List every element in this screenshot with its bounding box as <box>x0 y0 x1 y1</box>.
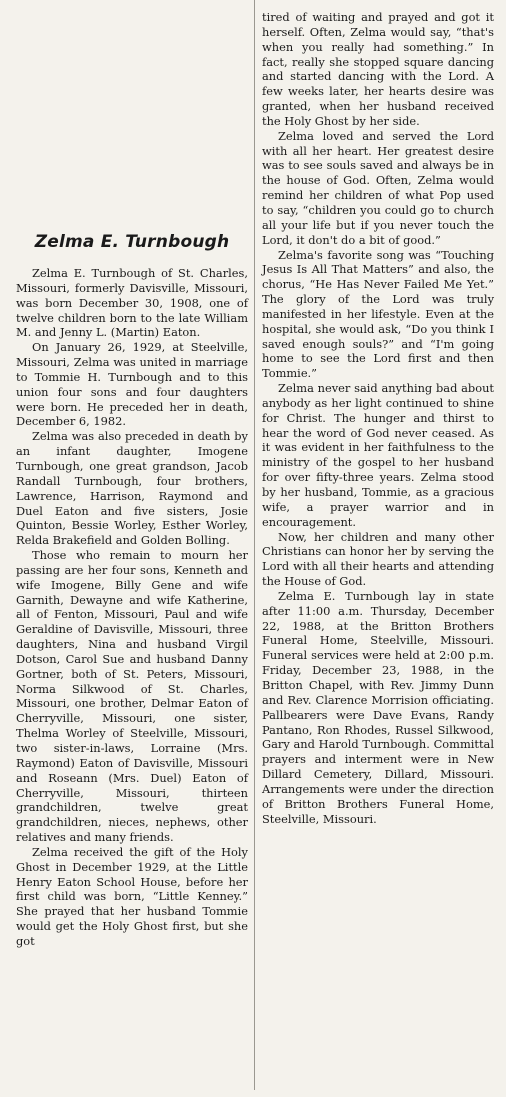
paragraph: On January 26, 1929, at Steelville, Missouri, Zelma was united in marriage to Tommie H. Turnbough and to this union four sons and four daughters were born. He preceded her in death, December 6, 1982. <box>16 340 248 429</box>
paragraph: Zelma loved and served the Lord with all her heart. Her greatest desire was to see souls saved and always be in the house of God. Often, Zelma would remind her children of what Pop used to say, “children you could go to church all your life but if you never touch the Lord, it don't do a bit of good.” <box>262 128 494 247</box>
left-column-text <box>16 266 248 949</box>
paragraph: Those who remain to mourn her passing are her four sons, Kenneth and wife Imogene, Billy Gene and wife Garnith, Dewayne and wife Katherine, all of Fenton, Missouri, Paul and wife Geraldine of Davisville, Missouri, three daughters, Nina and husband Virgil Dotson, Carol Sue and husband Danny Gortner, both of St. Peters, Missouri, Norma Silkwood of St. Charles, Missouri, one brother, Delmar Eaton of Cherryville, Missouri, one sister, Thelma Worley of Steelville, Missouri, two sister-in-laws, Lorraine (Mrs. Raymond) Eaton of Davisville, Missouri and Roseann (Mrs. Duel) Eaton of Cherryville, Missouri, thirteen grandchildren, twelve great grandchildren, nieces, nephews, other relatives and many friends. <box>16 548 248 845</box>
paragraph: Zelma's favorite song was “Touching Jesus Is All That Matters” and also, the chorus, “He Has Never Failed Me Yet.” The glory of the Lord was truly manifested in her lifestyle. Even at the hospital, she would ask, “Do you think I saved enough souls?” and “I'm going home to see the Lord first and then Tommie.” <box>262 247 494 381</box>
paragraph: Zelma received the gift of the Holy Ghost in December 1929, at the Little Henry Eaton School House, before her first child was born, “Little Kenney.” She prayed that her husband Tommie would get the Holy Ghost first, but she got <box>16 844 248 948</box>
paragraph: Zelma was also preceded in death by an infant daughter, Imogene Turnbough, one great grandson, Jacob Randall Turnbough, four brothers, Lawrence, Harrison, Raymond and Duel Eaton and five sisters, Josie Quinton, Bessie Worley, Esther Worley, Relda Brakefield and Golden Bolling. <box>16 429 248 548</box>
paragraph: Zelma E. Turnbough of St. Charles, Missouri, formerly Davisville, Missouri, was born December 30, 1908, one of twelve children born to the late William M. and Jenny L. (Martin) Eaton. <box>16 266 248 340</box>
column-divider <box>254 0 255 1090</box>
obituary-title: Zelma E. Turnbough <box>34 232 230 252</box>
paragraph: Zelma never said anything bad about anybody as her light continued to shine for Christ. The hunger and thirst to hear the word of God never ceased. As it was evident in her faithfulness to the ministry of the gospel to her husband for over fifty-three years. Zelma stood by her husband, Tommie, as a gracious wife, a prayer warrior and in encouragement. <box>262 381 494 529</box>
paragraph: Zelma E. Turnbough lay in state after 11:00 a.m. Thursday, December 22, 1988, at the Britton Brothers Funeral Home, Steelville, Missouri. Funeral services were held at 2:00 p.m. Friday, December 23, 1988, in the Britton Chapel, with Rev. Jimmy Dunn and Rev. Clarence Morrision officiating. Pallbearers were Dave Evans, Randy Pantano, Ron Rhodes, Russel Silkwood, Gary and Harold Turnbough. Committal prayers and interment were in New Dillard Cemetery, Dillard, Missouri. Arrangements were under the direction of Britton Brothers Funeral Home, Steelville, Missouri. <box>262 588 494 826</box>
right-column-text <box>262 10 494 826</box>
paragraph: tired of waiting and prayed and got it herself. Often, Zelma would say, “that's when you really had something.” In fact, really she stopped square dancing and started dancing with the Lord. A few weeks later, her hearts desire was granted, when her husband received the Holy Ghost by her side. <box>262 10 494 128</box>
paragraph: Now, her children and many other Christians can honor her by serving the Lord with all their hearts and attending the House of God. <box>262 529 494 589</box>
